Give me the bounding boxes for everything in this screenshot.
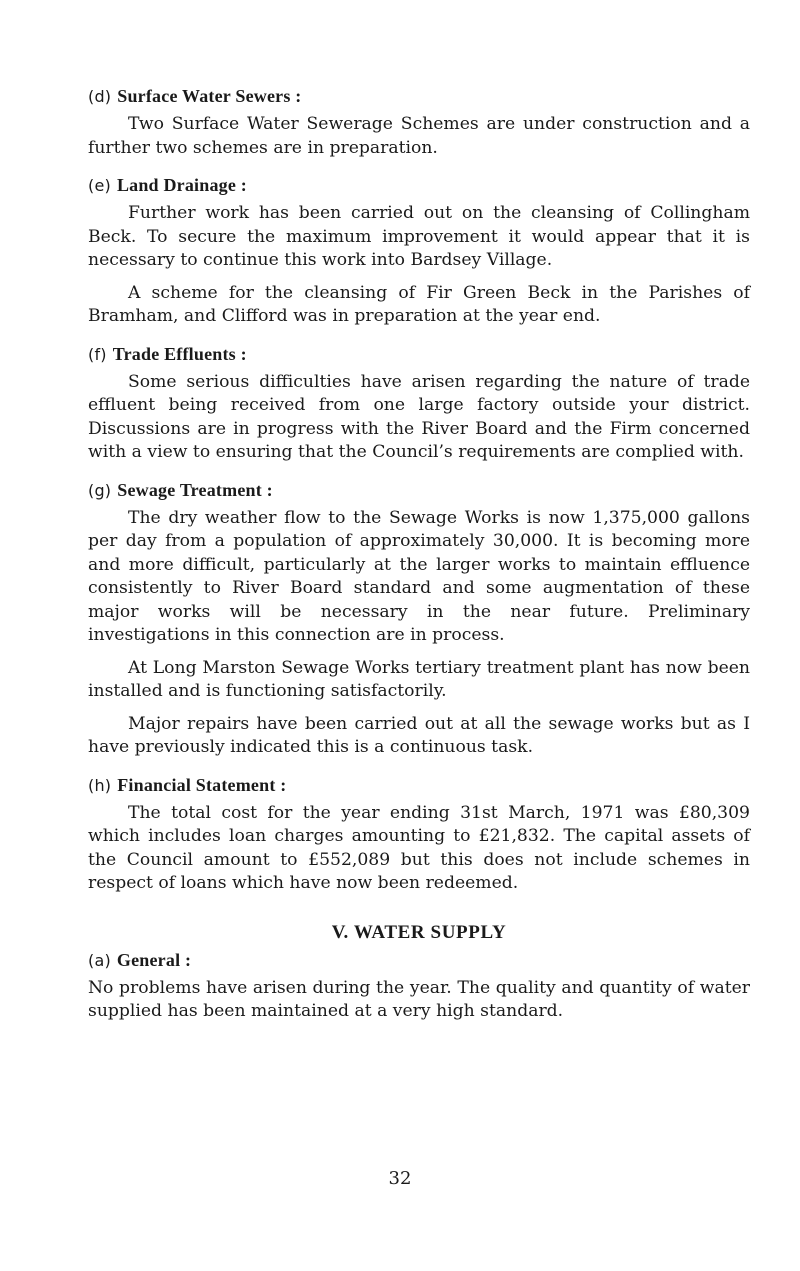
section-heading-text: Sewage Treatment :	[117, 479, 273, 500]
section-marker: (h)	[88, 775, 112, 795]
section-heading-text: Land Drainage :	[116, 175, 247, 195]
page-number: 32	[388, 1168, 412, 1189]
section-heading	[88, 344, 750, 365]
section-marker: (f)	[88, 344, 107, 364]
paragraph: A scheme for the cleansing of Fir Green Beck in the Parishes of Bramham, and Clifford was in preparation at the year end.	[88, 282, 750, 326]
section-general	[88, 950, 750, 1024]
section-heading-text: Financial Statement :	[117, 774, 287, 795]
section-surface-water-sewers	[88, 86, 750, 160]
water-supply-title: V. WATER SUPPLY	[331, 921, 507, 943]
paragraph: Some serious difficulties have arisen regarding the nature of trade effluent being received from one large factory outside your district. Discussions are in progress with the River Board and the Firm concerned with a view to ensuring that the Council’s requirements are complied with.	[88, 371, 750, 462]
section-heading-text: General :	[116, 949, 192, 970]
section-financial-statement	[88, 775, 750, 896]
section-heading	[88, 480, 750, 501]
section-land-drainage	[88, 175, 750, 329]
section-marker: (e)	[88, 176, 111, 195]
section-marker: (g)	[88, 480, 112, 500]
paragraph: The total cost for the year ending 31st March, 1971 was £80,309 which includes loan charges amounting to £21,832. The capital assets of the Council amount to £552,089 but this does not include schemes in respect of loans which have now been redeemed.	[88, 802, 750, 893]
paragraph: Two Surface Water Sewerage Schemes are under construction and a further two schemes are in preparation.	[88, 114, 750, 158]
section-heading	[88, 86, 750, 107]
section-heading-text: Trade Effluents :	[112, 343, 247, 364]
section-sewage-treatment	[88, 480, 750, 760]
paragraph: No problems have arisen during the year. The quality and quantity of water supplied has been maintained at a very high standard.	[88, 977, 750, 1021]
section-marker: (d)	[88, 87, 112, 106]
paragraph: Further work has been carried out on the cleansing of Collingham Beck. To secure the maximum improvement it would appear that it is necessary to continue this work into Bardsey Village.	[88, 203, 750, 270]
section-marker: (a)	[88, 950, 111, 970]
section-heading	[88, 950, 750, 971]
section-heading	[88, 775, 750, 796]
paragraph: The dry weather flow to the Sewage Works is now 1,375,000 gallons per day from a population of approximately 30,000. It is becoming more and more difficult, particularly at the larger works to maintain effluence consistently to River Board standard and some augmentation of these major works will be necessary in the near future. Preliminary investigations in this connection are in process.	[88, 507, 750, 645]
document-page	[88, 86, 750, 1039]
section-heading	[88, 175, 750, 196]
paragraph: At Long Marston Sewage Works tertiary treatment plant has now been installed and is functioning satisfactorily.	[88, 657, 750, 701]
paragraph: Major repairs have been carried out at all the sewage works but as I have previously indicated this is a continuous task.	[88, 713, 750, 757]
section-trade-effluents	[88, 344, 750, 465]
section-heading-text: Surface Water Sewers :	[117, 86, 302, 106]
